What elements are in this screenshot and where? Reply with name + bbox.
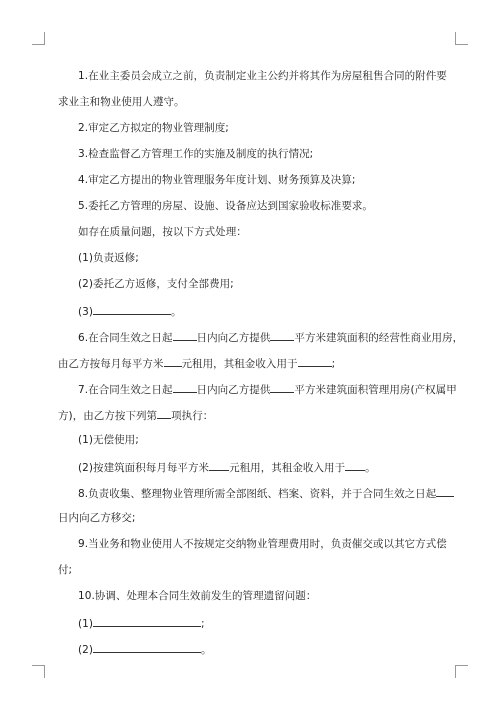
clause-7-line-1 — [78, 381, 457, 397]
housing-option-2-text-a: (2)按建筑面积每月每平方米 — [78, 462, 210, 474]
blank-line — [298, 355, 332, 367]
housing-option-2 — [78, 459, 376, 475]
blank-line — [93, 615, 201, 627]
blank-line — [93, 641, 201, 653]
clause-4: 4.审定乙方提出的物业管理服务年度计划、财务预算及决算; — [78, 174, 356, 186]
quality-option-3 — [78, 303, 182, 319]
clause-1-line-2: 求业主和物业使用人遵守。 — [58, 96, 185, 108]
blank-line — [436, 485, 454, 497]
blank-line — [164, 355, 182, 367]
clause-9-line-2: 付; — [58, 564, 73, 576]
clause-8-text-a: 8.负责收集、整理物业管理所需全部图纸、档案、资料，并于合同生效之日起 — [78, 488, 437, 500]
legacy-issue-2 — [78, 641, 212, 657]
clause-8-line-1 — [78, 485, 454, 501]
blank-line — [270, 381, 294, 393]
blank-line — [209, 459, 229, 471]
clause-7-text-d: 方)，由乙方按下列第 — [58, 410, 158, 422]
clause-10: 10.协调、处理本合同生效前发生的管理遗留问题： — [78, 590, 317, 602]
clause-6-text-b: 日内向乙方提供 — [196, 332, 271, 344]
clause-7-line-2 — [58, 407, 213, 423]
crop-mark-bottom-right — [455, 665, 468, 678]
blank-line — [93, 303, 171, 315]
clause-6-text-c: 平方米建筑面积的经营性商业用房， — [294, 332, 464, 344]
blank-line — [270, 329, 294, 341]
quality-option-3-prefix: (3) — [78, 306, 94, 318]
quality-issue-intro: 如存在质量问题，按以下方式处理： — [78, 226, 247, 238]
clause-7-text-e: 项执行： — [171, 410, 214, 422]
clause-7-text-c: 平方米建筑面积管理用房(产权属甲 — [294, 384, 457, 396]
housing-option-2-text-c: 。 — [365, 462, 376, 474]
housing-option-2-text-b: 元租用，其租金收入用于 — [229, 462, 346, 474]
housing-option-1: (1)无偿使用; — [78, 434, 139, 446]
clause-8-line-2: 日内向乙方移交; — [58, 512, 136, 524]
quality-option-2: (2)委托乙方返修，支付全部费用; — [78, 278, 234, 290]
legacy-issue-2-suffix: 。 — [201, 644, 212, 656]
clause-3: 3.检查监督乙方管理工作的实施及制度的执行情况; — [78, 148, 314, 160]
legacy-issue-1-prefix: (1) — [78, 618, 94, 630]
blank-line — [173, 329, 197, 341]
clause-2: 2.审定乙方拟定的物业管理制度; — [78, 122, 229, 134]
clause-6-line-1 — [78, 329, 463, 345]
clause-7-text-a: 7.在合同生效之日起 — [78, 384, 173, 396]
crop-mark-top-left — [32, 32, 45, 45]
crop-mark-top-right — [455, 32, 468, 45]
clause-6-text-e: 元租用，其租金收入用于 — [181, 358, 298, 370]
clause-6-text-f: ; — [331, 358, 336, 370]
clause-7-text-b: 日内向乙方提供 — [196, 384, 271, 396]
legacy-issue-2-prefix: (2) — [78, 644, 94, 656]
clause-5: 5.委托乙方管理的房屋、设施、设备应达到国家验收标准要求。 — [78, 200, 373, 212]
blank-line — [345, 459, 365, 471]
clause-6-line-2 — [58, 355, 335, 371]
quality-option-1: (1)负责返修; — [78, 252, 139, 264]
blank-line — [173, 381, 197, 393]
blank-line — [157, 407, 171, 419]
clause-6-text-a: 6.在合同生效之日起 — [78, 332, 173, 344]
clause-6-text-d: 由乙方按每月每平方米 — [58, 358, 164, 370]
legacy-issue-1 — [78, 615, 205, 631]
legacy-issue-1-suffix: ; — [201, 618, 205, 630]
clause-1-line-1: 1.在业主委员会成立之前，负责制定业主公约并将其作为房屋租售合同的附件要 — [78, 70, 447, 82]
clause-9-line-1: 9.当业务和物业使用人不按规定交纳物业管理费用时，负责催交或以其它方式偿 — [78, 538, 447, 550]
quality-option-3-suffix: 。 — [171, 306, 182, 318]
crop-mark-bottom-left — [32, 665, 45, 678]
